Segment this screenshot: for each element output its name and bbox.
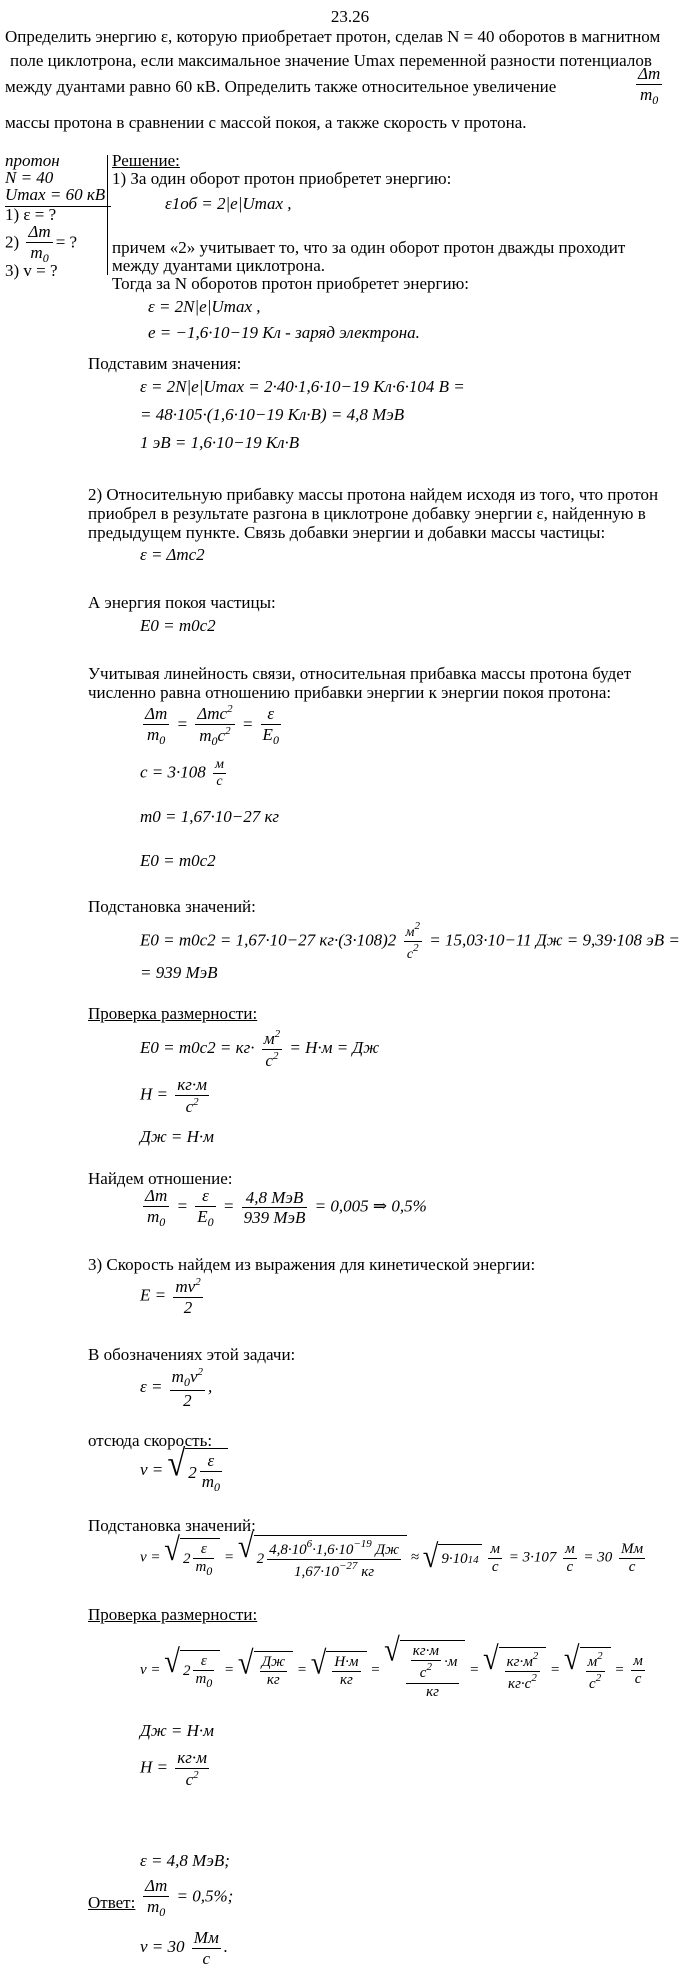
question-2: 2) $\frac{\Delta m}{m_0}$ = ? [5, 222, 78, 265]
dimension-eq-1: E0 = m0c2 = кг· $\frac{м^2}{с^2}$ = Н·м = Дж [140, 1028, 380, 1070]
substitution-label-3: Подстановка значений: [88, 1516, 256, 1535]
velocity-dimension-eq: v = √ 2 $\frac{\varepsilon}{m_0}$ = √ $\frac{Дж}{кг}$ = √ $\frac{Н\cdot м}{кг}$ = √ $\frac{кг\cdot м}{с^2}$ ·м кг = √ $\frac{кг\cdot м^2}{кг\cdot с^2}$ = √ $\frac{м^2}{с^2}$ = $\frac{м}{с}$ [140, 1633, 643, 1700]
answer-mass-eq: $\frac{\Delta m}{m_0}$ = 0,5%; [145, 1876, 234, 1919]
dimension-eq-4: Дж = Н·м [140, 1721, 214, 1740]
notation-lhs: ε = [140, 1377, 163, 1397]
final-energy: ε = 4,8 МэВ; [140, 1851, 230, 1870]
dimension-check-label: Проверка размерности: [88, 1004, 258, 1023]
ratio-result-eq: $\frac{\Delta m}{m_0}$ = $\frac{\varepsilon}{E_0}$ = $\frac{\text{4,8 МэВ}}{\text{939 МэВ}}$ = 0,005 ⇒ 0,5% [145, 1186, 427, 1229]
velocity-calc-end: = 30 [583, 1549, 613, 1566]
rest-energy-eq: E0 = m0c2 [140, 616, 216, 635]
rest-energy-calc-2: = 939 МэВ [140, 963, 218, 982]
notation-label: В обозначениях этой задачи: [88, 1345, 296, 1364]
statement-line-3: между дуантами равно 60 кВ. Определить также относительное увеличение [5, 77, 557, 96]
answer-velocity-eq: v = 30 $\frac{Мм}{с}$ . [140, 1928, 229, 1968]
solution-header: Решение: [112, 151, 180, 170]
answer-velocity-value: v = 30 [140, 1936, 185, 1956]
velocity-calc-mid: = 3·107 [508, 1549, 557, 1566]
dimension-eq-3: Дж = Н·м [140, 1127, 214, 1146]
light-speed-eq: c = 3·108 $\frac{м}{с}$ [140, 757, 224, 790]
statement-fraction: $\frac{\Delta m}{m_0}$ [638, 64, 661, 107]
linearity-line-1: Учитывая линейность связи, относительная прибавка массы протона будет [88, 664, 632, 683]
substitution-eq-1: ε = 2N|e|Umax = 2·40·1,6·10−19 Кл·6·104 В = [140, 377, 465, 396]
dimension-eq-5: Н = $\frac{кг\cdot м}{с^2}$ [140, 1748, 207, 1789]
velocity-approx: ≈ [410, 1549, 419, 1566]
question-3: 3) v = ? [5, 261, 58, 280]
rest-energy-calc-1a: E0 = m0c2 = 1,67·10−27 кг·(3·108)2 [140, 930, 397, 950]
mass-energy-eq: ε = Δmc2 [140, 545, 205, 564]
rest-energy-calc-1: E0 = m0c2 = 1,67·10−27 кг·(3·108)2 $\frac{м^2}{с^2}$ = 15,03·10−11 Дж = 9,39·108 эВ = [140, 920, 680, 963]
ratio-definition-eq: $\frac{\Delta m}{m_0}$ = $\frac{\Delta mc^2}{m_0c^2}$ = $\frac{\varepsilon}{E_0}$ [145, 703, 279, 748]
statement-line-4: массы протона в сравнении с массой покоя, а также скорость v протона. [5, 113, 527, 132]
substitution-eq-2: = 48·105·(1,6·10−19 Кл·В) = 4,8 МэВ [140, 405, 405, 424]
rest-energy-label: А энергия покоя частицы: [88, 593, 276, 612]
energy-n-turns-eq: ε = 2N|e|Umax , [148, 297, 261, 316]
ratio-label: Найдем отношение: [88, 1169, 233, 1188]
notation-eq: ε = $\frac{m_0v^2}{2}$ , [140, 1366, 213, 1410]
hence-label: отсюда скорость: [88, 1431, 213, 1450]
dimension-check-label-2: Проверка размерности: [88, 1605, 258, 1624]
rest-energy-eq-2: E0 = m0c2 [140, 851, 216, 870]
part2-line-1: 2) Относительную прибавку массы протона найдем исходя из того, что протон [88, 485, 659, 504]
question-2-text: = ? [55, 232, 78, 252]
solution-text-3: между дуантами циклотрона. [112, 256, 326, 275]
substitution-label: Подставим значения: [88, 354, 242, 373]
problem-number: 23.26 [330, 7, 370, 26]
kinetic-energy-lhs: E = [140, 1285, 167, 1305]
question-1: 1) ε = ? [5, 205, 57, 224]
answer-label: Ответ: [88, 1893, 136, 1912]
energy-per-turn-eq: ε1об = 2|e|Umax , [165, 194, 292, 213]
given-proton: протон [5, 151, 60, 170]
dimension-eq-2: Н = $\frac{кг\cdot м}{с^2}$ [140, 1075, 207, 1116]
dimension-eq-2a: Н = [140, 1084, 168, 1104]
substitution-eq-3: 1 эВ = 1,6·10−19 Кл·В [140, 433, 300, 452]
velocity-eq: v = √ 2 $\frac{\varepsilon}{m_0}$ [140, 1448, 228, 1494]
statement-line-2: поле циклотрона, если максимальное значение Umax переменной разности потенциалов [10, 51, 652, 70]
dimension-eq-1a: E0 = m0c2 = кг· [140, 1037, 255, 1057]
velocity-lhs: v = [140, 1460, 164, 1480]
given-umax: Umax = 60 кВ [5, 184, 111, 207]
dimension-eq-5a: Н = [140, 1757, 168, 1777]
given-divider [107, 155, 108, 275]
proton-mass-eq: m0 = 1,67·10−27 кг [140, 807, 280, 826]
solution-step-1: 1) За один оборот протон приобретет энергию: [112, 169, 452, 188]
part2-line-3: предыдущем пункте. Связь добавки энергии и добавки массы частицы: [88, 523, 606, 542]
linearity-line-2: численно равна отношению прибавки энергии к энергии покоя протона: [88, 683, 612, 702]
solution-text-4: Тогда за N оборотов протон приобретет энергию: [112, 274, 470, 293]
velocity-calc-eq: v = √ 2 $\frac{\varepsilon}{m_0}$ = √ 2 $\frac{4,8\cdot 10^6\cdot 1,6\cdot 10^{-19} Дж}{1,67\cdot 10^{-27} кг}$ ≈ √ 9·10 14 $\frac{м}{с}$ = 3·107 $\frac{м}{с}$ = 30 $\frac{Мм}{с}$ [140, 1529, 644, 1581]
answer-mass-value: = 0,5%; [176, 1886, 234, 1906]
statement-line-1: Определить энергию ε, которую приобретает протон, сделав N = 40 оборотов в магнитном [5, 27, 661, 46]
rest-energy-calc-1b: = 15,03·10−11 Дж = 9,39·108 эВ = [429, 930, 680, 950]
part2-line-2: приобрел в результате разгона в циклотроне добавку энергии ε, найденную в [88, 504, 646, 523]
given-n: N = 40 [5, 168, 54, 187]
solution-text-2: причем «2» учитывает то, что за один оборот протон дважды проходит [112, 238, 626, 257]
part3-line: 3) Скорость найдем из выражения для кинетической энергии: [88, 1255, 536, 1274]
substitution-label-2: Подстановка значений: [88, 897, 256, 916]
light-speed-value: c = 3·108 [140, 762, 206, 782]
kinetic-energy-eq: E = $\frac{mv^2}{2}$ [140, 1276, 201, 1317]
electron-charge-eq: e = −1,6·10−19 Кл - заряд электрона. [148, 323, 420, 342]
dimension-eq-1b: = Н·м = Дж [289, 1037, 380, 1057]
ratio-result-value: = 0,005 ⇒ 0,5% [314, 1196, 427, 1216]
